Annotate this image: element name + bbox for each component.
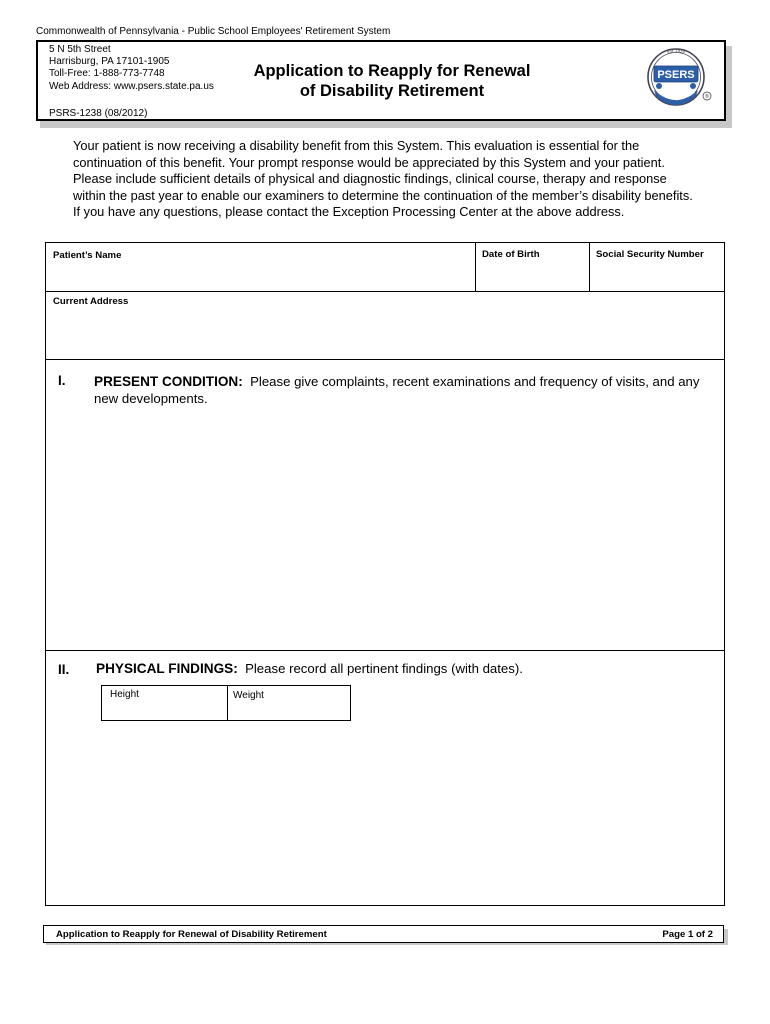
height-weight-box [101, 685, 351, 721]
section-1-text [94, 373, 704, 407]
divider [475, 243, 476, 291]
section-1-instructions: Please give complaints, recent examinations and frequency of visits, and any new developments. [94, 374, 700, 406]
logo-est: Est. 1919 [666, 47, 686, 55]
dob-label: Date of Birth [482, 249, 540, 260]
current-address-field[interactable] [52, 309, 720, 357]
address-street: 5 N 5th Street [49, 44, 111, 55]
height-field[interactable] [104, 700, 224, 719]
ssn-label: Social Security Number [596, 249, 704, 260]
current-address-label: Current Address [53, 296, 129, 307]
section-2-heading: PHYSICAL FINDINGS: [96, 661, 238, 676]
weight-label: Weight [233, 690, 264, 701]
logo-motto: Partners for your Future [655, 89, 697, 102]
psers-logo-icon [638, 46, 714, 114]
patient-name-label: Patient’s Name [53, 250, 122, 261]
logo-registered: ® [705, 94, 709, 100]
title-line-1: Application to Reapply for Renewal [253, 62, 531, 80]
divider [227, 686, 228, 720]
agency-line: Commonwealth of Pennsylvania - Public School Employees' Retirement System [36, 26, 391, 37]
page-title [232, 61, 552, 101]
section-1-heading: PRESENT CONDITION: [94, 374, 243, 389]
page-number: Page 1 of 2 [662, 929, 713, 940]
section-2-text [96, 660, 706, 677]
form-body [45, 242, 725, 906]
footer-bar [43, 925, 724, 943]
section-2-number: II. [58, 662, 70, 677]
section-2-instructions: Please record all pertinent findings (with dates). [245, 661, 523, 676]
physical-findings-field[interactable] [52, 727, 720, 901]
divider [46, 650, 724, 651]
patient-name-field[interactable] [52, 254, 472, 289]
address-block [49, 44, 214, 93]
divider [589, 243, 590, 291]
address-tollfree: Toll-Free: 1-888-773-7748 [49, 68, 165, 80]
intro-paragraph: Your patient is now receiving a disability benefit from this System. This evaluation is essential for the continuation of this benefit. Your prompt response would be appreciated by this System and your patient. Please include sufficient details of physical and diagnostic findings, clinical course, therapy and response within the past year to enable our examiners to determine the continuation of the member’s disability benefits. If you have any questions, please contact the Exception Processing Center at the above address. [73, 138, 693, 220]
address-web: Web Address: www.psers.state.pa.us [49, 80, 214, 92]
divider [46, 359, 724, 360]
logo-name: PSERS [657, 69, 695, 81]
form-number: PSRS-1238 (08/2012) [49, 108, 148, 119]
section-1-number: I. [58, 373, 66, 388]
address-city: Harrisburg, PA 17101-1905 [49, 56, 170, 68]
present-condition-field[interactable] [52, 411, 720, 647]
ssn-field[interactable] [592, 254, 720, 289]
divider [46, 291, 724, 292]
dob-field[interactable] [478, 254, 586, 289]
title-line-2: of Disability Retirement [299, 82, 485, 100]
height-label: Height [110, 689, 139, 700]
footer-title: Application to Reapply for Renewal of Disability Retirement [56, 929, 327, 940]
weight-field[interactable] [230, 700, 349, 719]
